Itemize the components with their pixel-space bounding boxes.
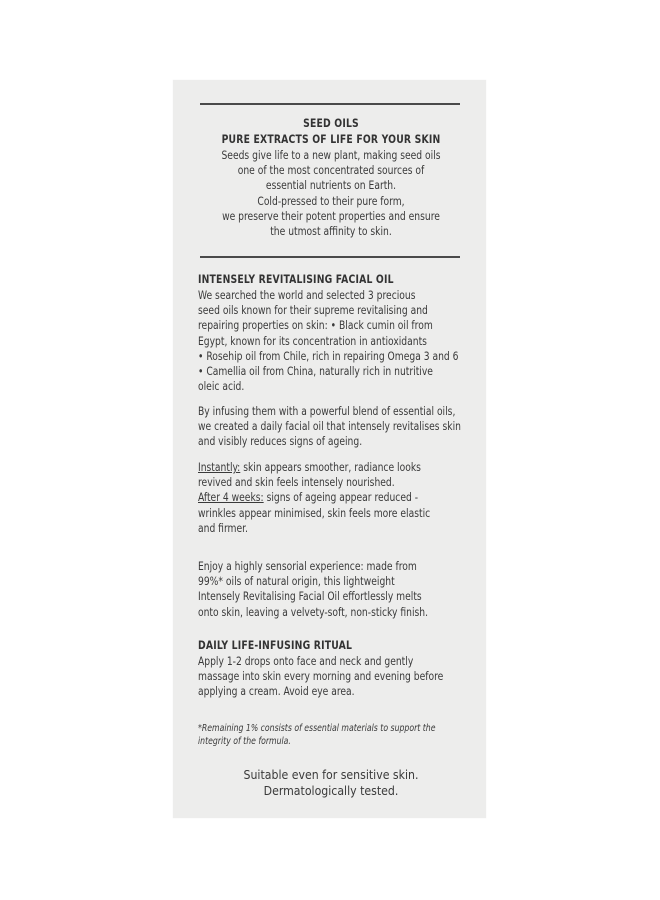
text-fragment: signs of ageing appear reduced - [263,490,419,505]
text-line: *Remaining 1% consists of essential materials to support the [198,723,436,734]
facial-oil-title: INTENSELY REVITALISING FACIAL OIL [198,273,394,286]
text-line: Apply 1-2 drops onto face and neck and gently [198,654,414,668]
text-line: 99%* oils of natural origin, this lightweight [198,574,395,589]
text-line: onto skin, leaving a velvety-soft, non-sticky finish. [198,604,429,619]
text-line: We searched the world and selected 3 precious [198,288,416,302]
ritual-title: DAILY LIFE-INFUSING RITUAL [198,639,353,652]
seed-oils-text [198,148,464,239]
text-line: wrinkles appear minimised, skin feels more elastic [198,505,431,520]
top-divider [200,103,460,105]
text-line: we created a daily facial oil that intensely revitalises skin [198,419,461,434]
text-line: we preserve their potent properties and ensure [222,208,440,223]
facial-oil-description [198,288,464,394]
text-line: massage into skin every morning and evening before [198,669,444,684]
text-line: oleic acid. [198,379,245,394]
text-line: • Rosehip oil from Chile, rich in repairing Omega 3 and 6 [198,348,459,363]
text-line: one of the most concentrated sources of [237,163,425,178]
text-line: seed oils known for their supreme revitalising and [198,303,428,318]
ritual-section [198,638,464,700]
results-paragraph [198,460,464,536]
text-line: Seeds give life to a new plant, making seed oils [221,148,441,162]
text-line: Egypt, known for its concentration in antioxidants [198,333,427,348]
product-box-panel [173,80,486,818]
instantly-label: Instantly: [198,460,241,474]
text-line: integrity of the formula. [198,736,291,747]
infusing-paragraph [198,404,464,450]
text-line: essential nutrients on Earth. [265,178,397,193]
after-4-weeks-label: After 4 weeks: [198,490,264,505]
text-line: applying a cream. Avoid eye area. [198,684,355,699]
facial-oil-section [198,272,464,394]
text-line: Cold-pressed to their pure form, [257,193,405,208]
seed-oils-subtitle: PURE EXTRACTS OF LIFE FOR YOUR SKIN [221,133,441,146]
text-line: Suitable even for sensitive skin. [243,768,419,782]
text-line: the utmost affinity to skin. [270,224,392,239]
text-line: Intensely Revitalising Facial Oil effortlessly melts [198,589,422,604]
text-line: revived and skin feels intensely nourished. [198,475,395,490]
instantly-line [198,460,464,475]
footnote [198,722,464,748]
weeks-line [198,490,464,505]
text-line: Dermatologically tested. [263,783,399,798]
text-line: • Camellia oil from China, naturally rich in nutritive [198,364,433,379]
seed-oils-title: SEED OILS [303,117,359,130]
sensorial-paragraph [198,559,464,620]
seed-oils-section [198,116,464,239]
closing-claims [198,768,464,799]
text-line: By infusing them with a powerful blend of essential oils, [198,404,456,418]
text-fragment: skin appears smoother, radiance looks [240,460,421,474]
text-line: repairing properties on skin: • Black cumin oil from [198,318,433,333]
text-line: Enjoy a highly sensorial experience: made from [198,559,417,573]
text-line: and visibly reduces signs of ageing. [198,434,363,449]
text-line: and firmer. [198,520,248,535]
middle-divider [200,256,460,258]
